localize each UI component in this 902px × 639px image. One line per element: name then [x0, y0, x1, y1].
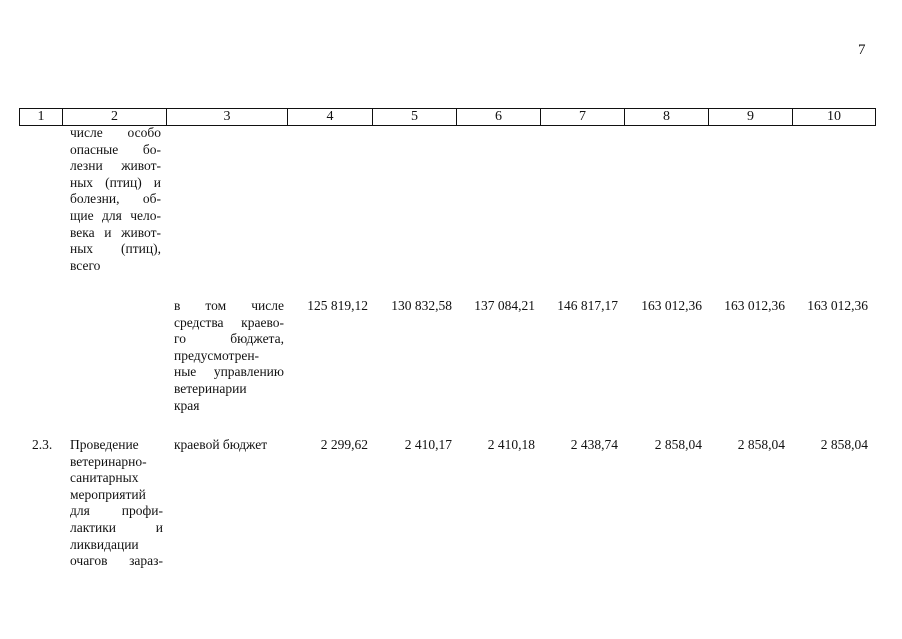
text-line: края: [174, 397, 200, 413]
text-line: лактики и: [70, 519, 163, 535]
continued-row-description: [70, 125, 161, 274]
header-col-4: 4: [288, 109, 373, 126]
value-col-4: 2 299,62: [320, 437, 368, 452]
header-col-7: 7: [541, 109, 625, 126]
text-line: опасные бо-: [70, 141, 161, 157]
text-line: болезни, об-: [70, 191, 161, 207]
text-line: го бюджета,: [174, 331, 284, 347]
value-col-8: 163 012,36: [641, 298, 702, 313]
header-col-6: 6: [457, 109, 541, 126]
text-line: в том числе: [174, 298, 284, 313]
funding-source-detail: [174, 298, 284, 414]
header-col-5: 5: [373, 109, 457, 126]
value-col-8: 2 858,04: [654, 437, 702, 452]
value-col-9: 163 012,36: [724, 298, 785, 313]
value-col-7: 2 438,74: [570, 437, 618, 452]
header-col-8: 8: [625, 109, 709, 126]
text-line: для профи-: [70, 503, 163, 519]
text-line: века и живот-: [70, 224, 161, 240]
text-line: средства краево-: [174, 314, 284, 330]
row-number: 2.3.: [32, 437, 53, 452]
text-line: щие для чело-: [70, 207, 161, 223]
header-col-3: 3: [167, 109, 288, 126]
column-number-header: [19, 108, 876, 126]
header-col-2: 2: [63, 109, 167, 126]
text-line: ные управлению: [174, 364, 284, 380]
text-line: ветеринарно-: [70, 453, 147, 469]
header-col-9: 9: [709, 109, 793, 126]
value-col-7: 146 817,17: [557, 298, 618, 313]
value-col-4: 125 819,12: [307, 298, 368, 313]
text-line: мероприятий: [70, 486, 146, 502]
text-line: очагов зараз-: [70, 553, 163, 569]
text-line: санитарных: [70, 470, 139, 486]
value-col-5: 130 832,58: [391, 298, 452, 313]
text-line: предусмотрен-: [174, 347, 260, 363]
value-col-9: 2 858,04: [737, 437, 785, 452]
value-col-10: 2 858,04: [820, 437, 868, 452]
text-line: ных (птиц),: [70, 241, 161, 257]
row-description: [70, 437, 163, 570]
page-number: 7: [858, 42, 866, 58]
text-line: ликвидации: [70, 536, 139, 552]
text-line: Проведение: [70, 437, 139, 452]
funding-source: краевой бюджет: [174, 437, 268, 452]
text-line: числе особо: [70, 125, 161, 140]
value-col-5: 2 410,17: [404, 437, 452, 452]
text-line: всего: [70, 257, 101, 273]
text-line: ных (птиц) и: [70, 174, 161, 190]
header-col-10: 10: [793, 109, 876, 126]
value-col-10: 163 012,36: [807, 298, 868, 313]
text-line: лезни живот-: [70, 158, 161, 174]
header-col-1: 1: [20, 109, 63, 126]
text-line: ветеринарии: [174, 380, 247, 396]
value-col-6: 137 084,21: [474, 298, 535, 313]
value-col-6: 2 410,18: [487, 437, 535, 452]
